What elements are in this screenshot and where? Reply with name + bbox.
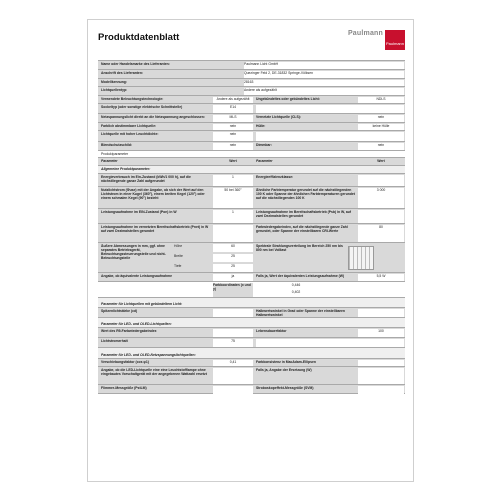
prop-row: Blendschutzschild: nein Dimmbar: nein xyxy=(98,141,405,150)
led-row: Lichtstromerhalt 75 xyxy=(98,337,405,347)
group-header: Parameter für LED- und OLED-Netzspannungslichtquellen: xyxy=(98,347,405,358)
supplier-name-row: Name oder Handelsmarke des Lieferanten: Paulmann Licht GmbH xyxy=(98,60,405,69)
mains-row: Angabe, ob die LED-Lichtquelle eine eine Leuchtstofflampe ohne eingebautes Vorschaltgerät mit der angegebenen Wattzahl ersetzt Falls ja, Angabe der Ersetzung (W) xyxy=(98,366,405,384)
general-row: Nutzlichtstrom (Φuse) mit der Angabe, ob sich der Wert auf den Lichtstrom in einer Kugel (360°), einem breiten Kegel (120°) oder einem schmalen Kegel (90°) bezieht 50 bei 360° Ähnliche Farbtemperatur gerundet auf die nächstliegenden 100 K oder Spanne der ähnlichen Farbtemperaturen gerundet auf die nächstliegenden 100 K 3 000 xyxy=(98,186,405,208)
group-header: Parameter für Lichtquellen mit gebündeltem Licht: xyxy=(98,297,405,307)
general-row: Leistungsaufnahme im vernetzten Bereitschaftsbetrieb (Pnet) in W auf zwei Dezimalstellen gerundet Farbwiedergabeindex, auf die nächstliegende ganze Zahl gerundet, oder Spanne der einstellbaren CRI-Werte 80 xyxy=(98,223,405,242)
mains-row: Flimmer-Messgröße (PstLM) Stroboskopeffekt-Messgröße (SVM) xyxy=(98,384,405,394)
logo-label: Paulmann xyxy=(385,41,404,46)
supplier-address-row: Anschrift des Lieferanten: Quezinger Feld 2, DE-31832 Springe-Völksen xyxy=(98,69,405,78)
spectral-distribution-graph xyxy=(348,246,374,270)
section-caption: Produktparameter xyxy=(98,150,405,157)
prop-row: Sockeltyp (oder sonstige elektrische Schnittstelle) E14 xyxy=(98,103,405,113)
mains-row: Verschiebungsfaktor (cos φ1) 0,41 Farbkonsistenz in MacAdam-Ellipsen xyxy=(98,358,405,366)
light-source-type-row: Lichtquellentyp: Andere als aufgezählt xyxy=(98,86,405,95)
brand-name: Paulmann xyxy=(347,30,383,37)
prop-row: Lichtquelle mit hoher Leuchtdichte: nein xyxy=(98,130,405,141)
datasheet-table xyxy=(98,60,405,394)
directional-row: Spitzenlichtstärke (cd) Halbwertswinkel in Grad oder Spanne der einstellbaren Halbwertswinkel xyxy=(98,307,405,317)
general-row: Leistungsaufnahme im EIN-Zustand (Pon) in W 1 Leistungsaufnahme im Bereitschaftsbetrieb (Psb) in W, auf zwei Dezimalstellen gerundet xyxy=(98,208,405,223)
chromaticity-row: Farbkoordinaten (x und y) 0,446 0,402 xyxy=(98,281,405,297)
prop-row: Netzspannungslicht direkt an die Netzspannung angeschlossen: MLS Vernetzte Lichtquelle (CLS): nein xyxy=(98,113,405,122)
dimensions-row: Äußere Abmessungen in mm, ggf. ohne separates Betriebsgerät, Beleuchtungssteuerungsteile und nicht-Beleuchtungsteile Höhe 60 Breite 25 Tiefe 25 Spektrale Strahlungsverteilung im Bereich 250 nm bis 800 nm bei Volllast xyxy=(98,242,405,272)
datasheet-header xyxy=(98,28,405,58)
group-header: Parameter für LED- und OLED-Lichtquellen: xyxy=(98,317,405,327)
datasheet-page xyxy=(87,19,414,482)
prop-row: Verwendete Beleuchtungstechnologie: Andere als aufgezählt Ungebündeltes oder gebündeltes Licht: NDLS xyxy=(98,95,405,103)
column-header-row: Parameter Wert Parameter Wert xyxy=(98,157,405,165)
group-header: Allgemeine Produktparameter: xyxy=(98,165,405,173)
model-id-row: Modellkennung: 28163 xyxy=(98,78,405,86)
page-title: Produktdatenblatt xyxy=(98,32,180,43)
equivalent-power-row: Angabe, ob äquivalente Leistungsaufnahme ja Falls ja, Wert der äquivalenten Leistungsaufnahme (W) 5,5 W xyxy=(98,272,405,281)
brand-logo xyxy=(385,30,405,50)
general-row: Energieverbrauch im Ein-Zustand (kWh/1 000 h), auf die nächstliegende ganze Zahl aufgerundet 1 Energieeffizienzklasse: xyxy=(98,173,405,186)
led-row: Wert des R9-Farbwiedergabeindex Lebensdauerfaktor 100 xyxy=(98,327,405,337)
prop-row: Farblich abstimmbare Lichtquelle: nein Hülle: keine Hülle xyxy=(98,122,405,130)
